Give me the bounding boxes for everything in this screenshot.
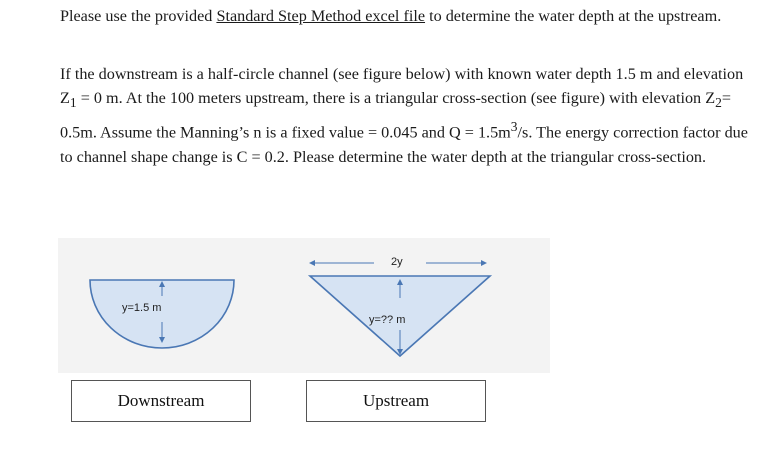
p2-text-c: = 0.5m. Assume the Manning’s n is a fixed value = 0.045 and Q = 1.5m	[60, 89, 731, 142]
z2-subscript: 2	[715, 95, 722, 111]
p2-text-d: /s. The energy correction factor due to channel shape change is C = 0.2. Please determine the water depth at the triangular cross-section.	[60, 123, 748, 166]
downstream-caption: Downstream	[117, 391, 205, 410]
upstream-caption: Upstream	[362, 391, 430, 410]
excel-file-link[interactable]: Standard Step Method excel file	[216, 7, 426, 25]
p2-text-a: If the downstream is a half-circle channel (see figure below) with known water depth 1.5 m and elevation Z	[60, 65, 744, 107]
problem-paragraph-1	[60, 4, 750, 28]
top-width-label: 2y	[391, 256, 403, 268]
p1-text-before: Please use the provided	[60, 7, 217, 25]
p2-text-b: = 0 m. At the 100 meters upstream, there is a triangular cross-section (see figure) with elevation Z	[76, 89, 716, 107]
m3-superscript: 3	[510, 119, 518, 135]
downstream-caption-box	[71, 380, 251, 422]
z1-subscript: 1	[69, 95, 77, 111]
upstream-caption-box	[306, 380, 486, 422]
cross-section-figure	[58, 238, 550, 373]
problem-paragraph-2	[60, 62, 750, 169]
p1-text-after: to determine the water depth at the upstream.	[425, 7, 722, 25]
upstream-depth-label: y=?? m	[369, 314, 406, 326]
downstream-depth-label: y=1.5 m	[122, 302, 162, 314]
